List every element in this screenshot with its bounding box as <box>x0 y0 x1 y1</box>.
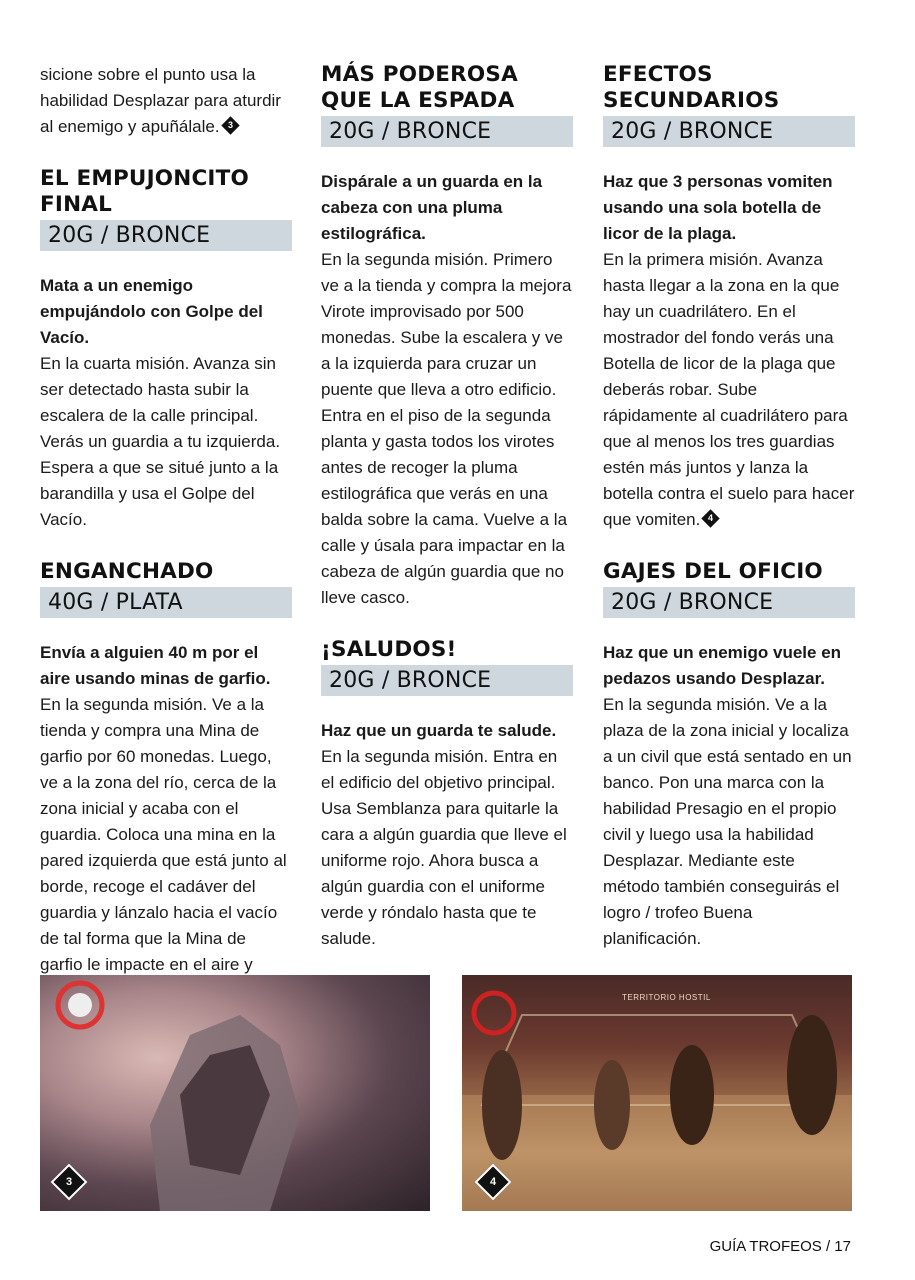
trophy-saludos <box>321 637 573 952</box>
trophy-mas-poderosa <box>321 62 573 611</box>
trophy-badge: 20G / BRONCE <box>40 220 292 251</box>
trophy-requirement: Mata a un enemigo empujándolo con Golpe del Vacío. <box>40 276 263 347</box>
trophy-description: En la segunda misión. Ve a la tienda y compra una Mina de garfio por 60 monedas. Luego, ve a la zona del río, cerca de la zona inicial y acaba con el guardia. Coloca una mina en la pared izquierda que está junto al borde, recoge el cadáver del guardia y lánzalo hacia el vacío de tal forma que la Mina de garfio le impacte en el aire y <box>40 695 287 974</box>
screenshot-3-scene <box>40 975 430 1211</box>
trophy-description: En la cuarta misión. Avanza sin ser detectado hasta subir la escalera de la calle principal. Verás un guardia a tu izquierda. Espera a que se situé junto a la barandilla y usa el Golpe del Vacío. <box>40 354 281 529</box>
trophy-badge: 40G / PLATA <box>40 587 292 618</box>
column-3 <box>603 62 855 978</box>
trophy-title: ¡SALUDOS! <box>321 637 457 662</box>
trophy-el-empujoncito-final <box>40 166 292 533</box>
trophy-badge: 20G / BRONCE <box>321 665 573 696</box>
trophy-description: En la segunda misión. Entra en el edificio del objetivo principal. Usa Semblanza para quitarle la cara a algún guardia que lleve el uniforme rojo. Ahora busca a algún guardia con el uniforme verde y róndalo hasta que te salude. <box>321 747 567 948</box>
trophy-requirement: Haz que un guarda te salude. <box>321 721 557 740</box>
screenshot-4 <box>462 975 852 1211</box>
trophy-description: En la segunda misión. Ve a la plaza de la zona inicial y localiza a un civil que está sentado en un banco. Pon una marca con la habilidad Presagio en el propio civil y luego usa la habilidad Desplazar. Mediante este método también conseguirás el logro / trofeo Buena planificación. <box>603 695 852 948</box>
column-1 <box>40 62 292 1030</box>
trophy-requirement: Dispárale a un guarda en la cabeza con una pluma estilográfica. <box>321 172 543 243</box>
trophy-requirement: Haz que un enemigo vuele en pedazos usando Desplazar. <box>603 643 842 688</box>
trophy-description: En la segunda misión. Primero ve a la tienda y compra la mejora Virote improvisado por 500 monedas. Sube la escalera y ve a la izquierda para cruzar un puente que lleva a otro edificio. Entra en el piso de la segunda planta y gasta todos los virotes antes de recoger la pluma estilográfica que verás en una balda sobre la cama. Vuelve a la calle y úsala para impactar en la cabeza de algún guardia que no lleve casco. <box>321 250 572 607</box>
screenshot-number-badge: 4 <box>475 1164 512 1201</box>
screenshot-3 <box>40 975 430 1211</box>
screenshot-4-scene <box>462 975 852 1211</box>
trophy-badge: 20G / BRONCE <box>321 116 573 147</box>
trophy-title: EL EMPUJONCITO FINAL <box>40 166 249 217</box>
column-2 <box>321 62 573 978</box>
trophy-description: En la primera misión. Avanza hasta llegar a la zona en la que hay un cuadrilátero. En el mostrador del fondo verás una Botella de licor de la plaga que deberás robar. Sube rápidamente al cuadrilátero para que al menos los tres guardias estén más juntos y lanza la botella contra el suelo para hacer que vomiten. 4 <box>603 250 855 529</box>
trophy-enganchado <box>40 559 292 1004</box>
trophy-requirement: Haz que 3 personas vomiten usando una sola botella de licor de la plaga. <box>603 172 833 243</box>
screenshot-number-badge: 3 <box>51 1164 88 1201</box>
trophy-badge: 20G / BRONCE <box>603 587 855 618</box>
trophy-gajes-del-oficio <box>603 559 855 952</box>
hud-banner: TERRITORIO HOSTIL <box>622 993 711 1002</box>
screenshot-marker-icon: 3 <box>221 116 239 134</box>
trophy-title: GAJES DEL OFICIO <box>603 559 823 584</box>
trophy-title: EFECTOS SECUNDARIOS <box>603 62 780 113</box>
screenshot-marker-icon: 4 <box>702 509 720 527</box>
page-footer: GUÍA TROFEOS / 17 <box>709 1238 851 1255</box>
trophy-title: ENGANCHADO <box>40 559 214 584</box>
trophy-requirement: Envía a alguien 40 m por el aire usando minas de garfio. <box>40 643 271 688</box>
trophy-efectos-secundarios <box>603 62 855 533</box>
intro-text: sicione sobre el punto usa la habilidad Desplazar para aturdir al enemigo y apuñálale. 3 <box>40 65 281 136</box>
trophy-title: MÁS PODEROSA QUE LA ESPADA <box>321 62 518 113</box>
trophy-badge: 20G / BRONCE <box>603 116 855 147</box>
intro-block <box>40 62 292 140</box>
